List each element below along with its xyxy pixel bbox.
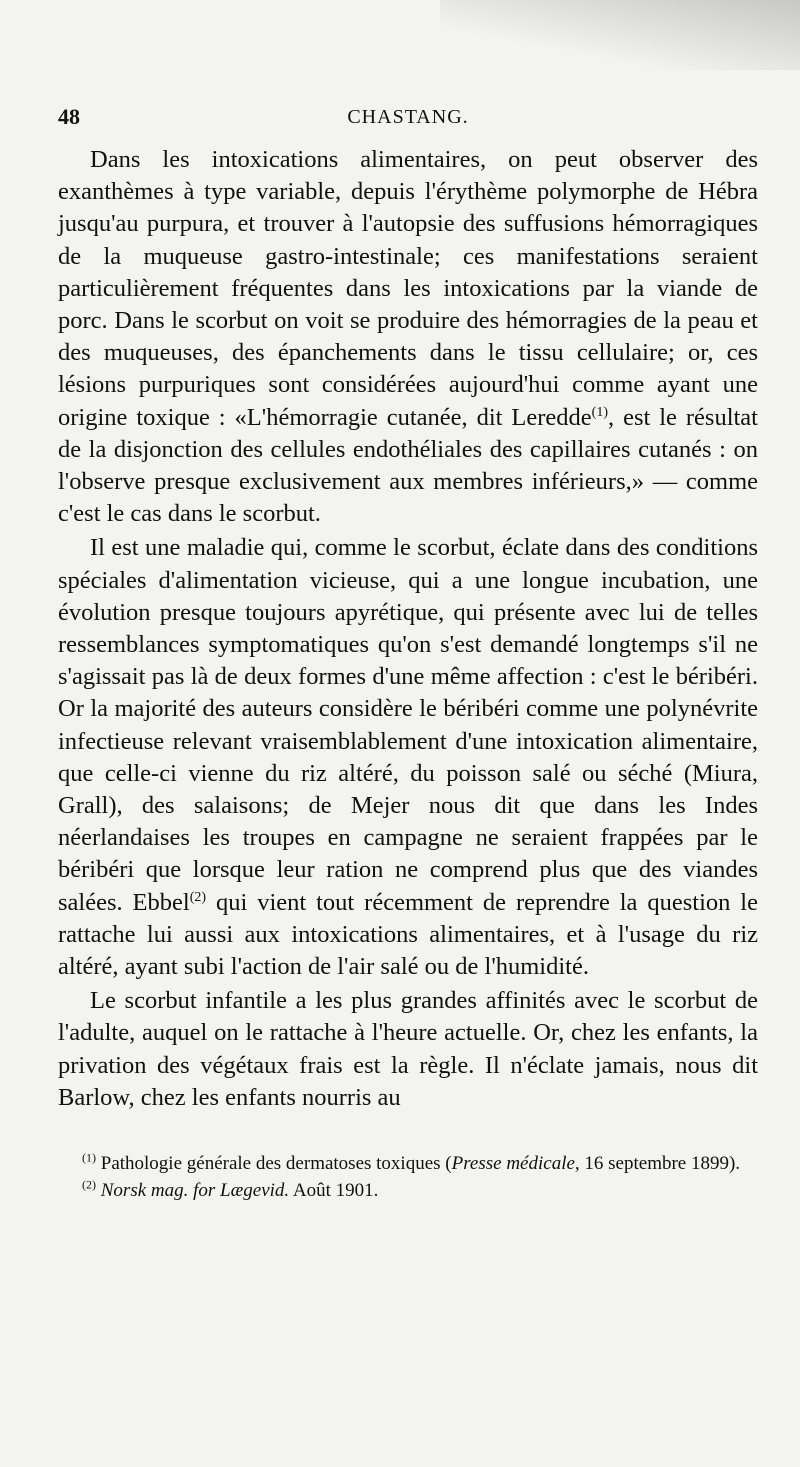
footnote-1 bbox=[58, 1150, 758, 1177]
page-header bbox=[58, 100, 758, 138]
paragraph-1 bbox=[58, 144, 758, 530]
footnote-1-text-b: 16 septembre 1899). bbox=[579, 1153, 741, 1175]
paragraph-3 bbox=[58, 985, 758, 1114]
footnote-2-marker: (2) bbox=[82, 1177, 96, 1192]
footnote-1-journal: Presse médicale, bbox=[451, 1153, 580, 1175]
running-title: CHASTANG. bbox=[347, 106, 469, 128]
footnotes bbox=[58, 1150, 758, 1204]
footnote-ref-1: (1) bbox=[591, 404, 608, 420]
book-page bbox=[58, 100, 758, 1204]
page-number: 48 bbox=[58, 104, 80, 129]
footnote-1-marker: (1) bbox=[82, 1150, 96, 1165]
footnote-ref-2: (2) bbox=[189, 889, 207, 905]
footnote-1-text-a: Pathologie générale des dermatoses toxiques ( bbox=[96, 1153, 452, 1175]
footnote-2-journal: Norsk mag. for Lægevid. bbox=[96, 1180, 290, 1202]
paragraph-1-text-b: , est le résultat de la disjonction des cellules endothéliales des capillaires cutanés : on l'observe presque exclusivement aux membres inférieurs,» — comme c'est le cas dans le scorbut. bbox=[58, 403, 758, 528]
paragraph-2-text-a: Il est une maladie qui, comme le scorbut, éclate dans des conditions spéciales d'alimentation vicieuse, qui a une longue incubation, une évolution presque toujours apyrétique, qui présente avec lui de telles ressemblances symptomatiques qu'on s'est demandé longtemps s'il ne s'agissait pas là de deux formes d'une même affection : c'est le béribéri. Or la majorité des auteurs considère le béribéri comme une polynévrite infectieuse relevant vraisemblablement d'une intoxication alimentaire, que celle-ci vienne du riz altéré, du poisson salé ou séché (Miura, Grall), des salaisons; de Mejer nous dit que dans les Indes néerlandaises les troupes en campagne ne seraient frappées par le béribéri que lorsque leur ration ne comprend plus que des viandes salées. Ebbel bbox=[58, 534, 758, 916]
paragraph-2-text-b: qui vient tout récemment de reprendre la question le rattache lui aussi aux intoxications alimentaires, et à l'usage du riz altéré, ayant subi l'action de l'air salé ou de l'humidité. bbox=[58, 888, 758, 981]
paragraph-3-text: Le scorbut infantile a les plus grandes affinités avec le scorbut de l'adulte, auquel on le rattache à l'heure actuelle. Or, chez les enfants, la privation des végétaux frais est la règle. Il n'éclate jamais, nous dit Barlow, chez les enfants nourris au bbox=[58, 987, 758, 1111]
paragraph-1-text-a: Dans les intoxications alimentaires, on peut observer des exanthèmes à type variable, depuis l'érythème polymorphe de Hébra jusqu'au purpura, et trouver à l'autopsie des suffusions hémorragiques de la muqueuse gastro-intestinale; ces manifestations seraient particulièrement fréquentes dans les intoxications par la viande de porc. Dans le scorbut on voit se produire des hémorragies de la peau et des muqueuses, des épanchements dans le tissu cellulaire; or, ces lésions purpuriques sont considérées aujourd'hui comme ayant une origine toxique : «L'hémorragie cutanée, dit Leredde bbox=[58, 146, 758, 431]
scan-edge-shading bbox=[440, 0, 800, 70]
body-text bbox=[58, 144, 758, 1114]
footnote-2-text: Août 1901. bbox=[289, 1180, 379, 1202]
paragraph-2 bbox=[58, 532, 758, 983]
footnote-2 bbox=[58, 1177, 758, 1204]
